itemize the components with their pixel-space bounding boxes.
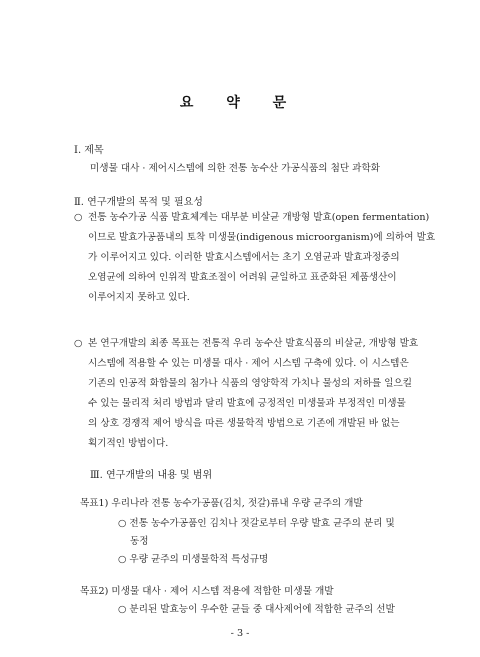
bullet-marker: ○	[74, 212, 83, 223]
paragraph-line: 획기적인 방법이다.	[88, 438, 169, 449]
page-number: - 3 -	[230, 628, 250, 639]
paragraph-line: 시스템에 적용할 수 있는 미생물 대사 · 제어 시스템 구축에 있다. 이 시스템은	[88, 358, 409, 369]
goal-1-item: 동정	[130, 536, 149, 547]
paragraph-line: 이루어지지 못하고 있다.	[88, 292, 190, 303]
paragraph-line: 가 이루어지고 있다. 이러한 발효시스템에서는 초기 오염균과 발효과정중의	[88, 252, 400, 263]
section-3-heading: Ⅲ. 연구개발의 내용 및 범위	[90, 470, 213, 481]
bullet-marker: ○	[74, 338, 83, 349]
paragraph-line: 오염균에 의하여 인위적 발효조절이 어려워 균일하고 표준화된 제품생산이	[88, 272, 397, 283]
paragraph-line: 의 상호 경쟁적 제어 방식을 따른 생물학적 방법으로 기존에 개발된 바 없는	[88, 418, 400, 429]
section-1-text: 미생물 대사 · 제어시스템에 의한 전통 농수산 가공식품의 첨단 과학화	[90, 163, 380, 174]
section-1-heading: Ⅰ. 제목	[74, 145, 104, 156]
goal-1-item: ○ 우량 균주의 미생물학적 특성규명	[118, 554, 269, 565]
section-2-heading: Ⅱ. 연구개발의 목적 및 필요성	[74, 197, 203, 208]
paragraph-line: 수 있는 물리적 처리 방법과 달리 발효에 긍정적인 미생물과 부정적인 미생물	[88, 398, 406, 409]
paragraph-line: 전통 농수가공 식품 발효체계는 대부분 비살균 개방형 발효(open fermentation)	[88, 212, 430, 223]
goal-1: 목표1) 우리나라 전통 농수가공품(김치, 젓갈)류내 우량 균주의 개발	[80, 498, 363, 509]
page-title: 요 약 문	[179, 95, 301, 111]
goal-1-item: ○ 전통 농수가공품인 김치나 젓갈로부터 우량 발효 균주의 분리 및	[118, 518, 395, 529]
paragraph-line: 본 연구개발의 최종 목표는 전통적 우리 농수산 발효식품의 비살균, 개방형 발효	[88, 338, 419, 349]
paragraph-line: 이므로 발효가공품내의 토착 미생물(indigenous microorganism)에 의하여 발효	[88, 232, 436, 243]
goal-2: 목표2) 미생물 대사 · 제어 시스템 적용에 적합한 미생물 개발	[80, 586, 334, 597]
paragraph-line: 기존의 인공적 화합물의 첨가나 식품의 영양학적 가치나 물성의 저하를 일으킬	[88, 378, 413, 389]
goal-2-item: ○ 분리된 발효능이 우수한 균들 중 대사제어에 적합한 균주의 선발	[118, 604, 395, 615]
